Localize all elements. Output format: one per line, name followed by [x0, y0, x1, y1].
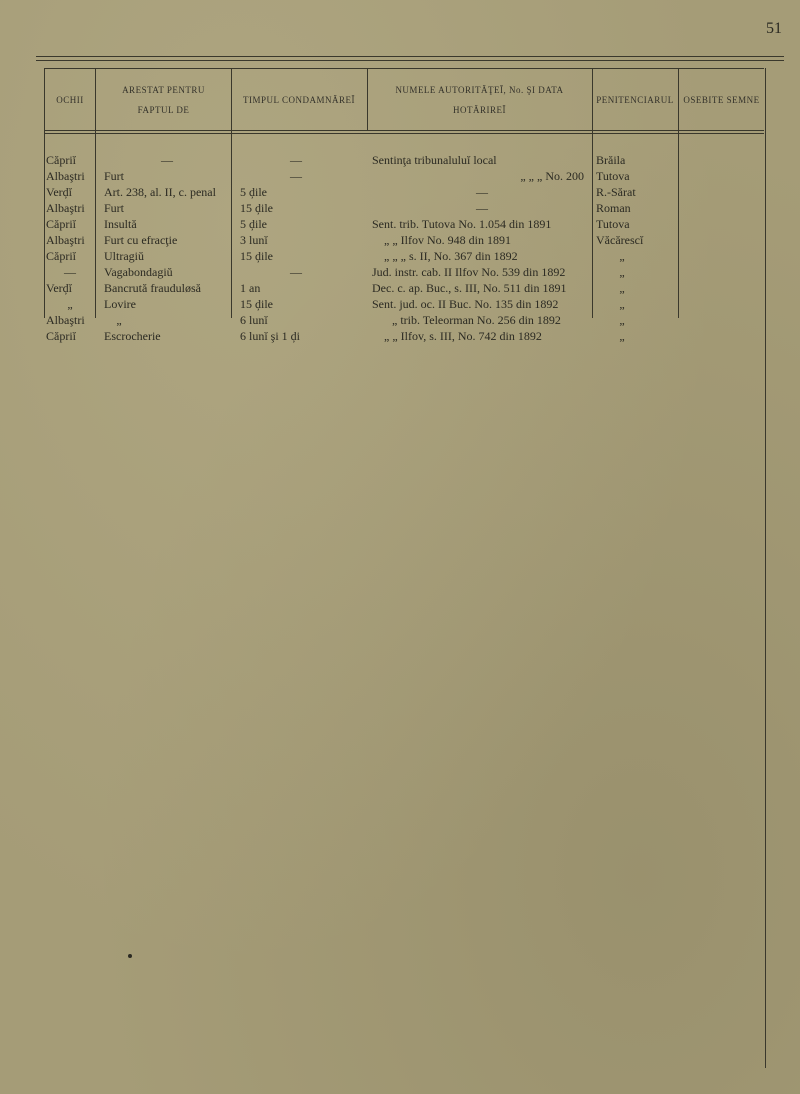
- cell-autoritate: „ „ „ No. 200: [520, 169, 584, 183]
- table-row: [0, 248, 800, 265]
- header-bottom-rule-2: [44, 133, 764, 134]
- cell-ochii: Căpriĭ: [46, 249, 76, 263]
- page-number: 51: [766, 20, 782, 37]
- header-autoritate: NUMELE AUTORITĂŢEĬ, No. ŞI DATA HOTĂRIREĬ: [395, 85, 564, 115]
- cell-autoritate: Dec. c. ap. Buc., s. III, No. 511 din 1891: [372, 281, 567, 295]
- cell-autoritate: Sent. jud. oc. II Buc. No. 135 din 1892: [372, 297, 559, 311]
- cell-penitenciar: Tutova: [596, 169, 630, 183]
- cell-penitenciar: Roman: [596, 201, 631, 215]
- cell-fapt: Bancrută frauduløsă: [104, 281, 201, 295]
- cell-penitenciar: „: [619, 329, 625, 343]
- cell-autoritate: —: [476, 185, 488, 199]
- cell-penitenciar: Brăila: [596, 153, 626, 167]
- table-row: [0, 200, 800, 217]
- cell-timp: 5 ḑile: [240, 217, 267, 231]
- cell-ochii: Albaştri: [46, 233, 85, 247]
- cell-fapt: Insultă: [104, 217, 137, 231]
- cell-penitenciar: R.-Sărat: [596, 185, 636, 199]
- cell-penitenciar: „: [619, 281, 625, 295]
- cell-penitenciar: Tutova: [596, 217, 630, 231]
- table-row: [0, 168, 800, 185]
- cell-fapt: Furt cu efracţie: [104, 233, 178, 247]
- cell-autoritate: „ „ Ilfov No. 948 din 1891: [384, 233, 511, 247]
- cell-fapt: Art. 238, al. II, c. penal: [104, 185, 216, 199]
- cell-ochii: Verḑĭ: [46, 185, 72, 199]
- cell-penitenciar: „: [619, 297, 625, 311]
- cell-fapt: Escrocherie: [104, 329, 161, 343]
- cell-fapt: Ultragiŭ: [104, 249, 144, 263]
- table-row: [0, 328, 800, 345]
- cell-ochii: Albaştri: [46, 313, 85, 327]
- cell-ochii: Albaştri: [46, 169, 85, 183]
- header-top-rule: [44, 68, 764, 69]
- cell-penitenciar: „: [619, 249, 625, 263]
- cell-timp: 6 lunĭ şi 1 ḑi: [240, 329, 301, 343]
- header-penitenciar: PENITENCIARUL: [596, 95, 674, 105]
- cell-timp: 5 ḑile: [240, 185, 267, 199]
- cell-autoritate: „ „ Ilfov, s. III, No. 742 din 1892: [384, 329, 542, 343]
- cell-timp: —: [290, 169, 302, 183]
- cell-timp: —: [290, 153, 302, 167]
- cell-ochii: Albaştri: [46, 201, 85, 215]
- header-arestat: ARESTAT PENTRU FAPTUL DE: [122, 85, 205, 115]
- cell-fapt: „: [116, 313, 122, 327]
- table-row: [0, 216, 800, 233]
- top-rule: [36, 56, 784, 57]
- cell-ochii: „: [67, 297, 73, 311]
- table-row: [0, 264, 800, 281]
- cell-ochii: Căpriĭ: [46, 329, 76, 343]
- ink-spot: [128, 954, 132, 958]
- cell-autoritate: „ „ „ s. II, No. 367 din 1892: [384, 249, 518, 263]
- cell-ochii: Căpriĭ: [46, 153, 76, 167]
- cell-timp: 3 lunĭ: [240, 233, 268, 247]
- table-row: [0, 184, 800, 201]
- cell-ochii: —: [64, 265, 76, 279]
- cell-autoritate: Sent. trib. Tutova No. 1.054 din 1891: [372, 217, 552, 231]
- cell-penitenciar: „: [619, 313, 625, 327]
- header-timpul: TIMPUL CONDAMNĂREĬ: [243, 95, 355, 105]
- top-rule-2: [36, 60, 784, 61]
- cell-timp: —: [290, 265, 302, 279]
- table-row: [0, 280, 800, 297]
- cell-fapt: Furt: [104, 201, 125, 215]
- cell-autoritate: „ trib. Teleorman No. 256 din 1892: [392, 313, 561, 327]
- cell-timp: 1 an: [240, 281, 261, 295]
- cell-penitenciar: Văcărescĭ: [596, 233, 644, 247]
- cell-timp: 15 ḑile: [240, 201, 273, 215]
- cell-fapt: Vagabondagiŭ: [104, 265, 173, 279]
- header-bottom-rule: [44, 130, 764, 131]
- cell-ochii: Căpriĭ: [46, 217, 76, 231]
- cell-timp: 6 lunĭ: [240, 313, 268, 327]
- cell-fapt: Furt: [104, 169, 125, 183]
- cell-autoritate: Jud. instr. cab. II Ilfov No. 539 din 1892: [372, 265, 566, 279]
- cell-autoritate: Sentinţa tribunaluluĭ local: [372, 153, 497, 167]
- cell-timp: 15 ḑile: [240, 297, 273, 311]
- table-row: [0, 232, 800, 249]
- cell-timp: 15 ḑile: [240, 249, 273, 263]
- table-row: [0, 152, 800, 169]
- cell-penitenciar: „: [619, 265, 625, 279]
- cell-fapt: Lovire: [104, 297, 136, 311]
- header-ochii: OCHII: [56, 95, 84, 105]
- table-row: [0, 296, 800, 313]
- cell-autoritate: —: [476, 201, 488, 215]
- cell-fapt: —: [161, 153, 173, 167]
- table-row: [0, 312, 800, 329]
- header-semne: OSEBITE SEMNE: [683, 95, 760, 105]
- cell-ochii: Verḑĭ: [46, 281, 72, 295]
